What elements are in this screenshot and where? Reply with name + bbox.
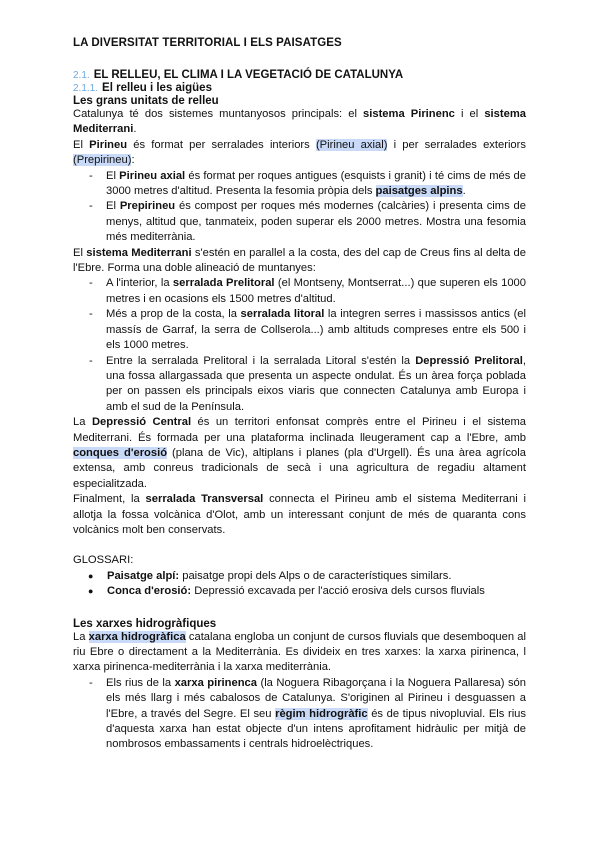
list-item (106, 354, 526, 416)
text: és de tipus nivopluvial. Els rius d'aquesta xarxa han estat objecte d'un intens aprofitament hidràulic per mitjà de nombrosos embassaments i centrals hidroelèctriques. (106, 707, 526, 751)
highlight-pirineu-axial: (Pirineu axial) (315, 138, 388, 151)
glossari-list (73, 569, 526, 600)
text: El (73, 246, 87, 259)
term-prepirineu: Prepirineu (119, 200, 176, 213)
highlight-xarxa-hidrografica: xarxa hidrogràfica (88, 630, 186, 643)
heading-grans-unitats: Les grans unitats de relleu (73, 95, 219, 107)
text: El (73, 138, 90, 151)
term-depressio-central: Depressió Central (91, 416, 192, 429)
glossari-title: GLOSSARI: (73, 554, 134, 567)
section-number: 2.1. (73, 70, 90, 81)
text: Més a prop de la costa, la (106, 308, 241, 321)
text: és compost per roques més modernes (calcàries) i presenta cims de menys, altitud que, tanmateix, poden superar els 2000 metres. Mostra una fesomia més mediterrània. (106, 200, 526, 244)
glossari-term: Conca d'erosió: (107, 585, 192, 598)
text: Finalment, la (73, 493, 146, 506)
text: és format per serralades interiors (127, 138, 316, 151)
glossari-item (107, 569, 526, 584)
term-serralada-transversal: serralada Transversal (145, 493, 264, 506)
glossari-definition: Depressió excavada per l'acció erosiva dels cursos fluvials (191, 585, 485, 598)
section-heading (73, 69, 526, 81)
text: , una fossa allargassada que presenta un aspecte ondulat. És un àrea força poblada per on passen els principals eixos viaris que connecten Catalunya amb Europa i amb el sud de la Península. (106, 354, 526, 413)
list-xarxes (73, 676, 526, 753)
list-item (106, 276, 526, 307)
term-sistema-pirinenc: sistema Pirinenc (363, 108, 455, 120)
glossari-term: Paisatge alpí: (107, 569, 180, 582)
text: catalana engloba un conjunt de cursos fluvials que desemboquen al riu Ebre o directament a la Mediterrània. Es divideix en tres xarxes: la xarxa pirinenca, l xarxa pirinenca-mediterrània i la xarxa mediterrània. (73, 630, 526, 674)
text: i per serralades exteriors (387, 138, 526, 151)
text: . (133, 123, 137, 136)
spacer (73, 538, 526, 553)
text: (plana de Vic), altiplans i planes (pla d'Urgell). És una àrea agrícola extensa, amb conreus tradicionals de secà i una agricultura de regadiu altament especialitzada. (73, 446, 526, 490)
text: Entre la serralada Prelitoral i la serralada Litoral s'estén la (106, 354, 416, 367)
term-sistema-mediterrani: sistema Mediterrani (73, 108, 526, 136)
text: El (106, 169, 120, 182)
text: és un territori enfonsat comprès entre el Pirineu i el sistema Mediterrani. És formada per una plataforma inclinada lleugerament cap a l'Ebre, amb (73, 416, 526, 444)
text: El (106, 200, 120, 213)
document-title: LA DIVERSITAT TERRITORIAL I ELS PAISATGES (73, 37, 342, 49)
paragraph-serralada-transversal (73, 492, 526, 538)
glossari-item (107, 584, 526, 599)
spacer (73, 600, 526, 618)
text: Catalunya té dos sistemes muntanyosos principals: el (73, 108, 364, 120)
text: La (73, 416, 92, 429)
text: . (462, 185, 466, 198)
subsection-number: 2.1.1. (73, 83, 99, 94)
text: A l'interior, la (106, 277, 173, 290)
list-item (106, 307, 526, 353)
list-pirineu (73, 169, 526, 246)
subsection-heading (73, 82, 526, 94)
text: connecta el Pirineu amb el sistema Mediterrani i allotja la fossa volcànica d'Olot, amb un interessant conjunt de més de quaranta cons volcànics molt ben conservats. (73, 493, 526, 536)
text: Els rius de la (106, 676, 175, 689)
highlight-regim-hidrografic: règim hidrogràfic (275, 707, 368, 720)
text: és format per roques antigues (esquists i granit) i té cims de més de 3000 metres d'altitud. Presenta la fesomia pròpia dels (106, 169, 526, 198)
section-title: EL RELLEU, EL CLIMA I LA VEGETACIÓ DE CATALUNYA (93, 69, 404, 81)
list-item (106, 169, 526, 200)
subsection-title: El relleu i les aigües (102, 82, 212, 94)
highlight-conques-erosio: conques d'erosió (73, 446, 168, 459)
term-depressio-prelitoral: Depressió Prelitoral (415, 354, 523, 367)
paragraph-xarxa-hidrografica (73, 630, 526, 676)
text: La (73, 630, 89, 643)
list-mediterrani (73, 276, 526, 415)
term-xarxa-pirinenca: xarxa pirinenca (174, 676, 258, 689)
term-pirineu: Pirineu (89, 138, 128, 151)
list-item (106, 676, 526, 753)
term-sistema-mediterrani: sistema Mediterrani (86, 246, 192, 259)
text: (la Noguera Ribagorçana i la Noguera Pallaresa) són els més llarg i més cabalosos de Catalunya. S'originen al Pirineu i desguassen a l'Ebre, a través del Segre. El seu (106, 676, 526, 720)
heading-xarxes-hidrografiques: Les xarxes hidrogràfiques (73, 617, 217, 630)
text: s'estén en parallel a la costa, des del cap de Creus fins al delta de l'Ebre. Forma una doble alineació de muntanyes: (73, 246, 526, 275)
list-item (106, 199, 526, 245)
term-serralada-prelitoral: serralada Prelitoral (172, 277, 275, 290)
text: (el Montseny, Montserrat...) que superen els 1000 metres i en ocasions els 1500 metres d'altitud. (106, 277, 526, 305)
text: i el (454, 108, 485, 120)
text: : (131, 154, 135, 167)
paragraph-pirineu (73, 138, 526, 169)
highlight-paisatges-alpins: paisatges alpins (375, 185, 463, 198)
paragraph-mediterrani (73, 246, 526, 277)
paragraph-depressio-central (73, 415, 526, 492)
term-pirineu-axial: Pirineu axial (119, 169, 186, 182)
glossari-definition: paisatge propi dels Alps o de característiques similars. (179, 569, 452, 582)
text: la integren serres i massissos antics (el massís de Garraf, la serra de Collserola...) amb altituds compreses entre els 500 i els 1000 metres. (106, 308, 526, 352)
term-serralada-litoral: serralada litoral (240, 308, 325, 321)
paragraph-sistemes (73, 107, 526, 138)
highlight-prepirineu: (Prepirineu) (73, 154, 132, 167)
